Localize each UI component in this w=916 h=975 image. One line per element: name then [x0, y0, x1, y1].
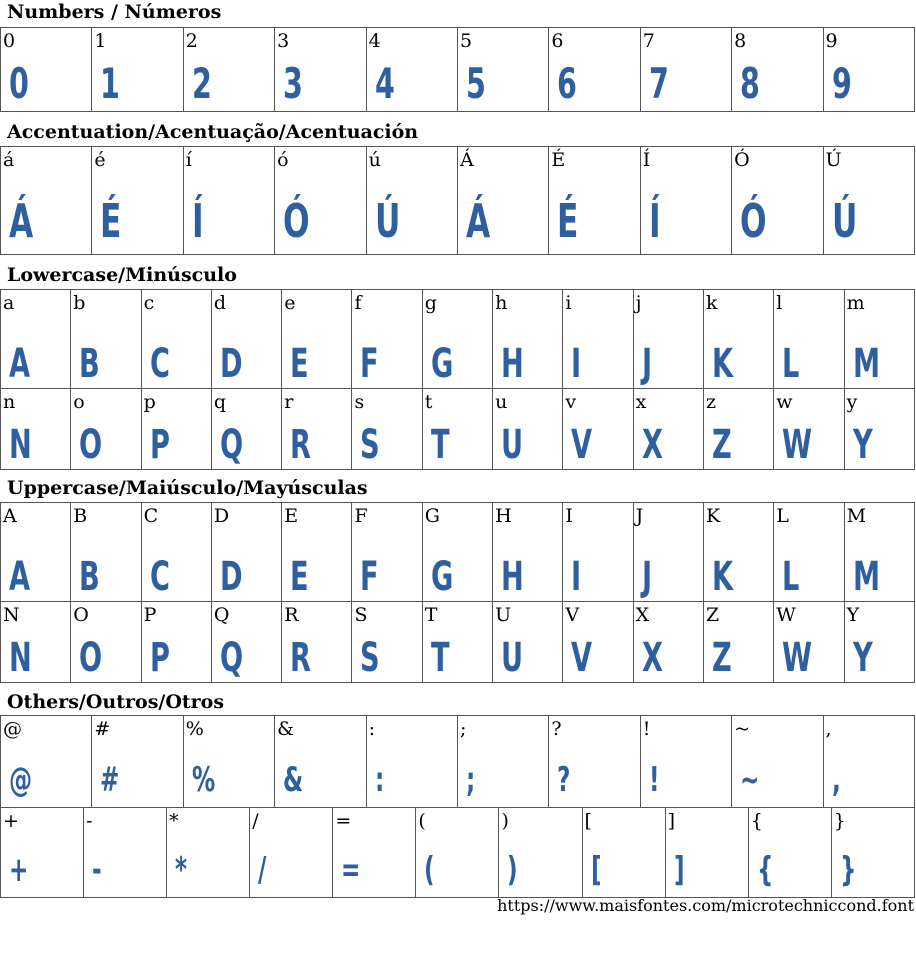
font-glyph-sample: 0 [9, 59, 29, 108]
character-label: A [3, 505, 17, 527]
character-label: n [3, 391, 16, 413]
character-label: 8 [734, 30, 747, 52]
character-label: ; [459, 718, 467, 740]
glyph-cell [352, 602, 422, 683]
character-label: M [846, 505, 867, 527]
character-label: w [776, 391, 793, 413]
glyph-cell [563, 602, 633, 683]
glyph-cell [250, 808, 333, 898]
font-glyph-sample: J [641, 554, 652, 600]
glyph-cell [352, 290, 422, 389]
font-glyph-sample: Z [711, 422, 732, 468]
glyph-cell [92, 28, 183, 112]
font-glyph-sample: I [571, 341, 582, 387]
glyph-cell [366, 147, 457, 255]
glyph-cell [282, 389, 352, 470]
section-title-accentuation: Accentuation/Acentuação/Acentuación [7, 121, 419, 143]
character-label: i [565, 292, 572, 314]
font-glyph-sample: U [501, 635, 524, 681]
glyph-cell [141, 503, 211, 602]
glyph-cell [563, 290, 633, 389]
character-label: , [825, 718, 832, 740]
glyph-cell [366, 28, 457, 112]
character-label: 4 [368, 30, 381, 52]
character-label: W [776, 604, 796, 626]
font-glyph-sample: ~ [740, 760, 760, 800]
character-label: ú [368, 149, 381, 171]
character-label: ] [667, 810, 676, 832]
glyph-cell [844, 602, 914, 683]
glyph-cell [823, 716, 914, 808]
font-glyph-sample: Ú [374, 194, 400, 248]
font-glyph-sample: ; [465, 760, 476, 800]
glyph-row [1, 290, 915, 389]
font-glyph-sample: : [374, 760, 384, 800]
character-label: ó [277, 149, 289, 171]
character-label: 6 [551, 30, 564, 52]
glyph-cell [183, 147, 274, 255]
font-glyph-sample: ( [424, 850, 435, 890]
accentuation-grid [0, 146, 915, 255]
font-glyph-sample: V [571, 635, 593, 681]
uppercase-grid [0, 502, 915, 683]
section-title-numbers: Numbers / Números [7, 1, 222, 23]
source-url[interactable]: https://www.maisfontes.com/microtechniccond.font [497, 896, 914, 915]
font-glyph-sample: * [175, 850, 188, 890]
character-label: 7 [642, 30, 655, 52]
glyph-cell [211, 602, 281, 683]
numbers-grid [0, 27, 915, 112]
character-label: * [169, 810, 179, 832]
character-label: X [635, 604, 650, 626]
glyph-cell [352, 503, 422, 602]
glyph-row [1, 716, 915, 808]
font-glyph-sample: Á [465, 194, 491, 248]
glyph-cell [493, 389, 563, 470]
font-glyph-sample: 6 [557, 59, 578, 108]
font-glyph-sample: Í [191, 194, 204, 248]
glyph-cell [549, 147, 640, 255]
character-label: ! [642, 718, 651, 740]
glyph-cell [665, 808, 748, 898]
character-label: a [3, 292, 15, 314]
glyph-cell [493, 290, 563, 389]
font-glyph-sample: # [100, 760, 120, 800]
character-label: U [495, 604, 512, 626]
glyph-row [1, 602, 915, 683]
font-glyph-sample: } [839, 850, 857, 890]
character-label: P [143, 604, 157, 626]
character-label: s [354, 391, 365, 413]
glyph-cell [167, 808, 250, 898]
glyph-cell [640, 716, 731, 808]
character-label: é [94, 149, 106, 171]
glyph-cell [493, 602, 563, 683]
character-label: h [495, 292, 508, 314]
glyph-cell [549, 28, 640, 112]
glyph-cell [499, 808, 582, 898]
glyph-cell [422, 389, 492, 470]
character-label: C [143, 505, 159, 527]
glyph-cell [633, 389, 703, 470]
font-glyph-sample: X [641, 422, 663, 468]
character-label: & [277, 718, 295, 740]
glyph-cell [633, 290, 703, 389]
glyph-cell [282, 503, 352, 602]
font-glyph-sample: T [430, 422, 450, 468]
character-label: D [213, 505, 230, 527]
character-label: b [73, 292, 86, 314]
font-glyph-sample: Í [648, 194, 661, 248]
character-label: S [354, 604, 368, 626]
glyph-row [1, 28, 915, 112]
character-label: I [565, 505, 573, 527]
glyph-cell [732, 147, 823, 255]
font-glyph-sample: , [831, 760, 841, 800]
font-glyph-sample: G [430, 554, 454, 600]
font-glyph-sample: D [219, 341, 243, 387]
font-glyph-sample: A [9, 554, 31, 600]
font-glyph-sample: É [100, 194, 122, 248]
glyph-cell [774, 290, 844, 389]
glyph-cell [457, 716, 548, 808]
others-grid-row-1 [0, 715, 915, 808]
font-glyph-sample: ! [648, 760, 660, 800]
font-glyph-sample: Á [9, 194, 34, 248]
font-glyph-sample: = [341, 850, 361, 890]
font-glyph-sample: 2 [191, 59, 212, 108]
glyph-cell [1, 503, 71, 602]
font-glyph-sample: E [290, 554, 309, 600]
font-glyph-sample: B [79, 554, 101, 600]
character-label: 0 [3, 30, 16, 52]
character-label: d [213, 292, 227, 314]
font-glyph-sample: 8 [740, 59, 761, 108]
font-glyph-sample: ) [507, 850, 519, 890]
character-label: R [284, 604, 299, 626]
character-label: Z [705, 604, 720, 626]
character-label: F [354, 505, 368, 527]
font-glyph-sample: Y [852, 422, 873, 468]
character-label: f [354, 292, 362, 314]
glyph-cell [844, 503, 914, 602]
character-label: V [565, 604, 580, 626]
font-glyph-sample: ] [673, 850, 685, 890]
font-glyph-sample: M [852, 554, 880, 600]
font-glyph-sample: T [430, 635, 450, 681]
glyph-cell [71, 389, 141, 470]
font-glyph-sample: I [571, 554, 582, 600]
font-glyph-sample: 1 [100, 59, 121, 108]
character-label: { [750, 810, 763, 832]
character-label: Y [846, 604, 860, 626]
character-label: # [94, 718, 111, 740]
font-glyph-sample: 5 [465, 59, 486, 108]
character-label: Á [459, 149, 474, 171]
glyph-cell [352, 389, 422, 470]
glyph-cell [282, 602, 352, 683]
glyph-cell [493, 503, 563, 602]
font-glyph-sample: H [501, 341, 524, 387]
character-label: @ [3, 718, 22, 740]
glyph-cell [84, 808, 167, 898]
glyph-cell [71, 290, 141, 389]
font-glyph-sample: L [782, 554, 800, 600]
character-label: m [846, 292, 865, 314]
character-label: T [424, 604, 438, 626]
glyph-cell [774, 503, 844, 602]
glyph-cell [333, 808, 416, 898]
character-label: % [185, 718, 204, 740]
glyph-cell [416, 808, 499, 898]
glyph-cell [703, 290, 773, 389]
font-glyph-sample: N [9, 635, 32, 681]
font-glyph-sample: W [782, 422, 813, 468]
font-glyph-sample: 3 [283, 59, 304, 108]
character-label: k [705, 292, 718, 314]
character-label: L [776, 505, 789, 527]
glyph-cell [92, 147, 183, 255]
font-glyph-sample: O [79, 422, 103, 468]
glyph-cell [703, 503, 773, 602]
font-glyph-sample: Ó [283, 194, 310, 248]
character-label: t [424, 391, 433, 413]
glyph-cell [640, 28, 731, 112]
character-label: o [73, 391, 85, 413]
glyph-cell [183, 28, 274, 112]
glyph-cell [703, 389, 773, 470]
glyph-cell [422, 503, 492, 602]
character-label: u [495, 391, 508, 413]
font-glyph-sample: Y [852, 635, 873, 681]
character-label: Q [213, 604, 230, 626]
character-label: G [424, 505, 440, 527]
character-label: q [213, 391, 227, 413]
font-glyph-sample: N [9, 422, 32, 468]
glyph-cell [141, 290, 211, 389]
glyph-cell [211, 389, 281, 470]
glyph-cell [141, 389, 211, 470]
character-label: É [551, 149, 566, 171]
character-label: á [3, 149, 15, 171]
glyph-cell [275, 28, 366, 112]
character-label: } [833, 810, 846, 832]
font-glyph-sample: Z [711, 635, 732, 681]
character-label: z [705, 391, 716, 413]
glyph-cell [844, 389, 914, 470]
glyph-cell [633, 503, 703, 602]
character-label: 3 [277, 30, 290, 52]
glyph-cell [457, 147, 548, 255]
glyph-cell [640, 147, 731, 255]
character-label: p [143, 391, 156, 413]
glyph-cell [1, 602, 71, 683]
font-glyph-sample: É [557, 194, 579, 248]
font-glyph-sample: P [149, 422, 170, 468]
glyph-cell [282, 290, 352, 389]
font-glyph-sample: M [852, 341, 880, 387]
character-label: j [635, 292, 642, 314]
font-glyph-sample: % [191, 760, 215, 800]
character-label: 2 [185, 30, 198, 52]
font-glyph-sample: { [756, 850, 774, 890]
glyph-row [1, 808, 915, 898]
character-label: 9 [825, 30, 838, 52]
font-glyph-sample: S [360, 635, 381, 681]
glyph-cell [183, 716, 274, 808]
glyph-cell [703, 602, 773, 683]
character-label: Ú [825, 149, 842, 171]
glyph-cell [1, 808, 84, 898]
glyph-cell [422, 290, 492, 389]
glyph-cell [1, 290, 71, 389]
glyph-cell [633, 602, 703, 683]
font-glyph-sample: J [641, 341, 652, 387]
section-title-lowercase: Lowercase/Minúsculo [7, 264, 237, 286]
section-title-uppercase: Uppercase/Maiúsculo/Mayúsculas [7, 477, 368, 499]
glyph-cell [211, 290, 281, 389]
font-glyph-sample: V [571, 422, 593, 468]
character-label: 1 [94, 30, 107, 52]
glyph-cell [1, 389, 71, 470]
character-label: l [776, 292, 783, 314]
font-glyph-sample: K [711, 554, 734, 600]
glyph-cell [422, 602, 492, 683]
glyph-cell [774, 602, 844, 683]
glyph-cell [211, 503, 281, 602]
glyph-cell [732, 716, 823, 808]
glyph-cell [275, 716, 366, 808]
glyph-cell [774, 389, 844, 470]
character-label: [ [584, 810, 592, 832]
character-label: / [252, 810, 259, 832]
character-label: ~ [734, 718, 751, 740]
font-glyph-sample: & [283, 760, 304, 800]
glyph-cell [549, 716, 640, 808]
font-glyph-sample: X [641, 635, 663, 681]
character-label: g [424, 292, 437, 314]
section-title-others: Others/Outros/Otros [7, 691, 225, 713]
font-glyph-sample: R [290, 422, 312, 468]
font-glyph-sample: L [782, 341, 800, 387]
font-glyph-sample: [ [590, 850, 602, 890]
character-label: í [185, 149, 192, 171]
character-label: N [3, 604, 20, 626]
font-glyph-sample: W [782, 635, 813, 681]
glyph-cell [823, 147, 914, 255]
glyph-cell [71, 503, 141, 602]
font-glyph-sample: O [79, 635, 103, 681]
font-glyph-sample: - [92, 850, 102, 890]
font-glyph-sample: Q [219, 635, 244, 681]
font-glyph-sample: 7 [648, 59, 669, 108]
character-label: r [284, 391, 294, 413]
character-label: J [635, 505, 644, 527]
glyph-cell [457, 28, 548, 112]
font-glyph-sample: C [149, 341, 170, 387]
font-glyph-sample: 9 [831, 59, 852, 108]
glyph-cell [582, 808, 665, 898]
character-label: ) [501, 810, 509, 832]
glyph-cell [275, 147, 366, 255]
glyph-cell [823, 28, 914, 112]
font-glyph-sample: P [149, 635, 170, 681]
glyph-cell [92, 716, 183, 808]
character-label: : [368, 718, 375, 740]
character-label: = [335, 810, 352, 832]
character-label: ( [418, 810, 426, 832]
character-label: Ó [734, 149, 750, 171]
font-glyph-sample: / [258, 850, 267, 890]
glyph-cell [732, 28, 823, 112]
glyph-cell [1, 28, 92, 112]
font-glyph-sample: D [219, 554, 243, 600]
character-label: c [143, 292, 155, 314]
glyph-cell [563, 503, 633, 602]
character-label: + [3, 810, 19, 832]
glyph-cell [1, 716, 92, 808]
glyph-cell [563, 389, 633, 470]
font-glyph-sample: F [360, 554, 380, 600]
font-glyph-sample: U [501, 422, 524, 468]
glyph-row [1, 147, 915, 255]
glyph-cell [366, 716, 457, 808]
character-label: x [635, 391, 647, 413]
font-glyph-sample: Ó [740, 194, 767, 248]
character-label: E [284, 505, 299, 527]
glyph-cell [141, 602, 211, 683]
character-label: 5 [459, 30, 473, 52]
character-label: H [495, 505, 512, 527]
glyph-cell [748, 808, 831, 898]
font-glyph-sample: K [711, 341, 734, 387]
character-label: K [705, 505, 721, 527]
font-glyph-sample: G [430, 341, 454, 387]
font-glyph-sample: Ú [831, 194, 857, 248]
glyph-cell [1, 147, 92, 255]
lowercase-grid [0, 289, 915, 470]
font-glyph-sample: S [360, 422, 381, 468]
others-grid-row-2 [0, 807, 915, 898]
font-glyph-sample: H [501, 554, 524, 600]
glyph-cell [844, 290, 914, 389]
character-label: ? [551, 718, 562, 740]
glyph-cell [831, 808, 914, 898]
glyph-cell [71, 602, 141, 683]
font-glyph-sample: Q [219, 422, 244, 468]
character-label: y [846, 391, 858, 413]
character-label: Í [642, 149, 651, 171]
font-glyph-sample: B [79, 341, 101, 387]
character-label: e [284, 292, 296, 314]
font-glyph-sample: E [290, 341, 309, 387]
font-glyph-sample: A [9, 341, 31, 387]
character-label: - [86, 810, 93, 832]
font-glyph-sample: F [360, 341, 380, 387]
font-glyph-sample: C [149, 554, 170, 600]
font-glyph-sample: 4 [374, 59, 395, 108]
font-glyph-sample: ? [557, 760, 571, 800]
character-label: v [565, 391, 577, 413]
character-label: B [73, 505, 88, 527]
glyph-row [1, 389, 915, 470]
character-label: O [73, 604, 89, 626]
glyph-row [1, 503, 915, 602]
font-glyph-sample: R [290, 635, 312, 681]
font-glyph-sample: @ [9, 760, 33, 800]
font-glyph-sample: + [9, 850, 29, 890]
